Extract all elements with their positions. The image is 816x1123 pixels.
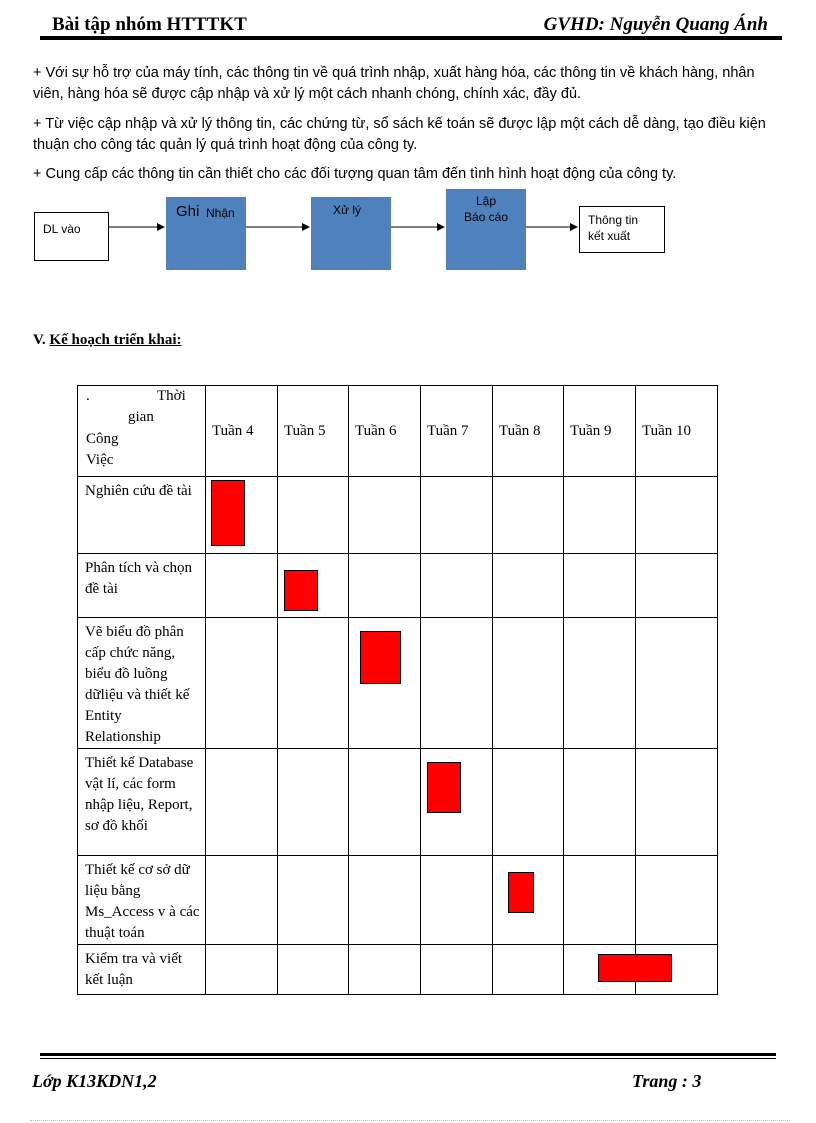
task-name: Kiểm tra và viết kết luận [78, 945, 206, 995]
schedule-cell [421, 856, 493, 945]
schedule-cell [564, 554, 636, 618]
week-header-5: Tuần 8 [493, 386, 564, 477]
schedule-cell [636, 554, 718, 618]
flow-step-lap-bao-cao [446, 189, 526, 270]
schedule-cell [278, 477, 349, 554]
header-right: GVHD: Nguyễn Quang Ánh [543, 14, 768, 35]
schedule-cell [278, 945, 349, 995]
flow-input-label: DL vào [43, 222, 81, 236]
flow-step1-small: Nhận [206, 206, 235, 220]
flow-step3-line2: Báo cáo [463, 210, 509, 224]
schedule-cell [493, 618, 564, 749]
schedule-cell [206, 618, 278, 749]
schedule-cell [421, 618, 493, 749]
week-header-3: Tuần 6 [349, 386, 421, 477]
flow-output-line1: Thông tin [588, 213, 639, 227]
schedule-cell [564, 618, 636, 749]
schedule-cell [206, 749, 278, 856]
schedule-cell [493, 856, 564, 945]
plan-header-row [78, 386, 718, 477]
flow-step3-line1: Lập [475, 194, 497, 208]
schedule-cell [278, 618, 349, 749]
schedule-cell [206, 477, 278, 554]
flow-step-xu-ly [311, 197, 391, 270]
task-bar [360, 631, 401, 684]
task-name: Thiết kế Database vật lí, các form nhập liệu, Report, sơ đồ khối [78, 749, 206, 856]
schedule-cell [349, 856, 421, 945]
flow-step-ghi-nhan [166, 197, 246, 270]
schedule-cell [421, 477, 493, 554]
flow-step1-big: Ghi [176, 203, 200, 220]
schedule-cell [278, 749, 349, 856]
section-title-text: Kế hoạch triển khai: [49, 332, 182, 348]
plan-row [78, 749, 718, 856]
schedule-cell [564, 945, 636, 995]
plan-corner-cell [78, 386, 206, 477]
plan-row [78, 618, 718, 749]
paragraph-1: + Với sự hỗ trợ của máy tính, các thông tin về quá trình nhập, xuất hàng hóa, các thông tin về khách hàng, nhân viên, hàng hóa sẽ được cập nhập và xử lý một cách nhanh chóng, chính xác, đầy đủ. [33, 65, 755, 102]
plan-row [78, 945, 718, 995]
schedule-cell [421, 554, 493, 618]
corner-time-1: Thời [157, 388, 186, 404]
schedule-cell [206, 856, 278, 945]
schedule-cell [493, 945, 564, 995]
schedule-cell [636, 618, 718, 749]
corner-dot: . [86, 388, 90, 404]
schedule-cell [349, 618, 421, 749]
schedule-cell [206, 554, 278, 618]
corner-work-1: Công [86, 431, 119, 447]
task-bar [284, 570, 318, 611]
plan-row [78, 554, 718, 618]
task-name: Nghiên cứu đề tài [78, 477, 206, 554]
page-bottom-edge [30, 1120, 790, 1121]
schedule-cell [636, 477, 718, 554]
page-header [40, 10, 782, 40]
footer-rule-thin [40, 1058, 776, 1059]
plan-table [77, 385, 718, 995]
week-header-7: Tuần 10 [636, 386, 718, 477]
schedule-cell [349, 554, 421, 618]
plan-row [78, 477, 718, 554]
task-name: Phân tích và chọn đề tài [78, 554, 206, 618]
schedule-cell [278, 554, 349, 618]
schedule-cell [421, 749, 493, 856]
schedule-cell [564, 749, 636, 856]
schedule-cell [493, 749, 564, 856]
week-header-6: Tuần 9 [564, 386, 636, 477]
schedule-cell [564, 856, 636, 945]
corner-time-2: gian [128, 409, 154, 425]
header-left: Bài tập nhóm HTTTKT [52, 14, 247, 35]
task-name: Vẽ biểu đồ phân cấp chức năng, biểu đồ luồng dữliệu và thiết kế Entity Relationship [78, 618, 206, 749]
schedule-cell [636, 856, 718, 945]
corner-work-2: Việc [86, 452, 114, 468]
schedule-cell [349, 477, 421, 554]
schedule-cell [421, 945, 493, 995]
schedule-cell [636, 749, 718, 856]
schedule-cell [349, 945, 421, 995]
flow-output-box [579, 206, 665, 253]
paragraph-3: + Cung cấp các thông tin cần thiết cho các đối tượng quan tâm đến tình hình hoạt động của công ty. [33, 166, 677, 182]
plan-row [78, 856, 718, 945]
task-bar [427, 762, 461, 813]
schedule-cell [349, 749, 421, 856]
task-bar [211, 480, 245, 546]
schedule-cell [493, 554, 564, 618]
footer-page-number: Trang : 3 [632, 1071, 702, 1091]
week-header-4: Tuần 7 [421, 386, 493, 477]
task-bar [508, 872, 534, 913]
flow-output-line2: kết xuất [588, 229, 631, 243]
task-bar [598, 954, 672, 982]
header-rule [40, 36, 782, 40]
schedule-cell [206, 945, 278, 995]
flow-input-box [34, 212, 109, 261]
paragraph-2: + Từ việc cập nhập và xử lý thông tin, các chứng từ, sổ sách kế toán sẽ được lập một cách dễ dàng, tạo điều kiện thuận cho công tác quản lý quá trình hoạt động của công ty. [33, 116, 766, 153]
schedule-cell [564, 477, 636, 554]
task-name: Thiết kế cơ sở dữ liệu bằng Ms_Access v à các thuật toán [78, 856, 206, 945]
flow-step2-label: Xử lý [333, 203, 362, 217]
footer-class: Lớp K13KDN1,2 [32, 1071, 157, 1091]
schedule-cell [278, 856, 349, 945]
section-number: V. [33, 332, 46, 348]
schedule-cell [493, 477, 564, 554]
week-header-2: Tuần 5 [278, 386, 349, 477]
section-title [33, 332, 182, 349]
footer-rule [40, 1053, 776, 1056]
week-header-1: Tuần 4 [206, 386, 278, 477]
